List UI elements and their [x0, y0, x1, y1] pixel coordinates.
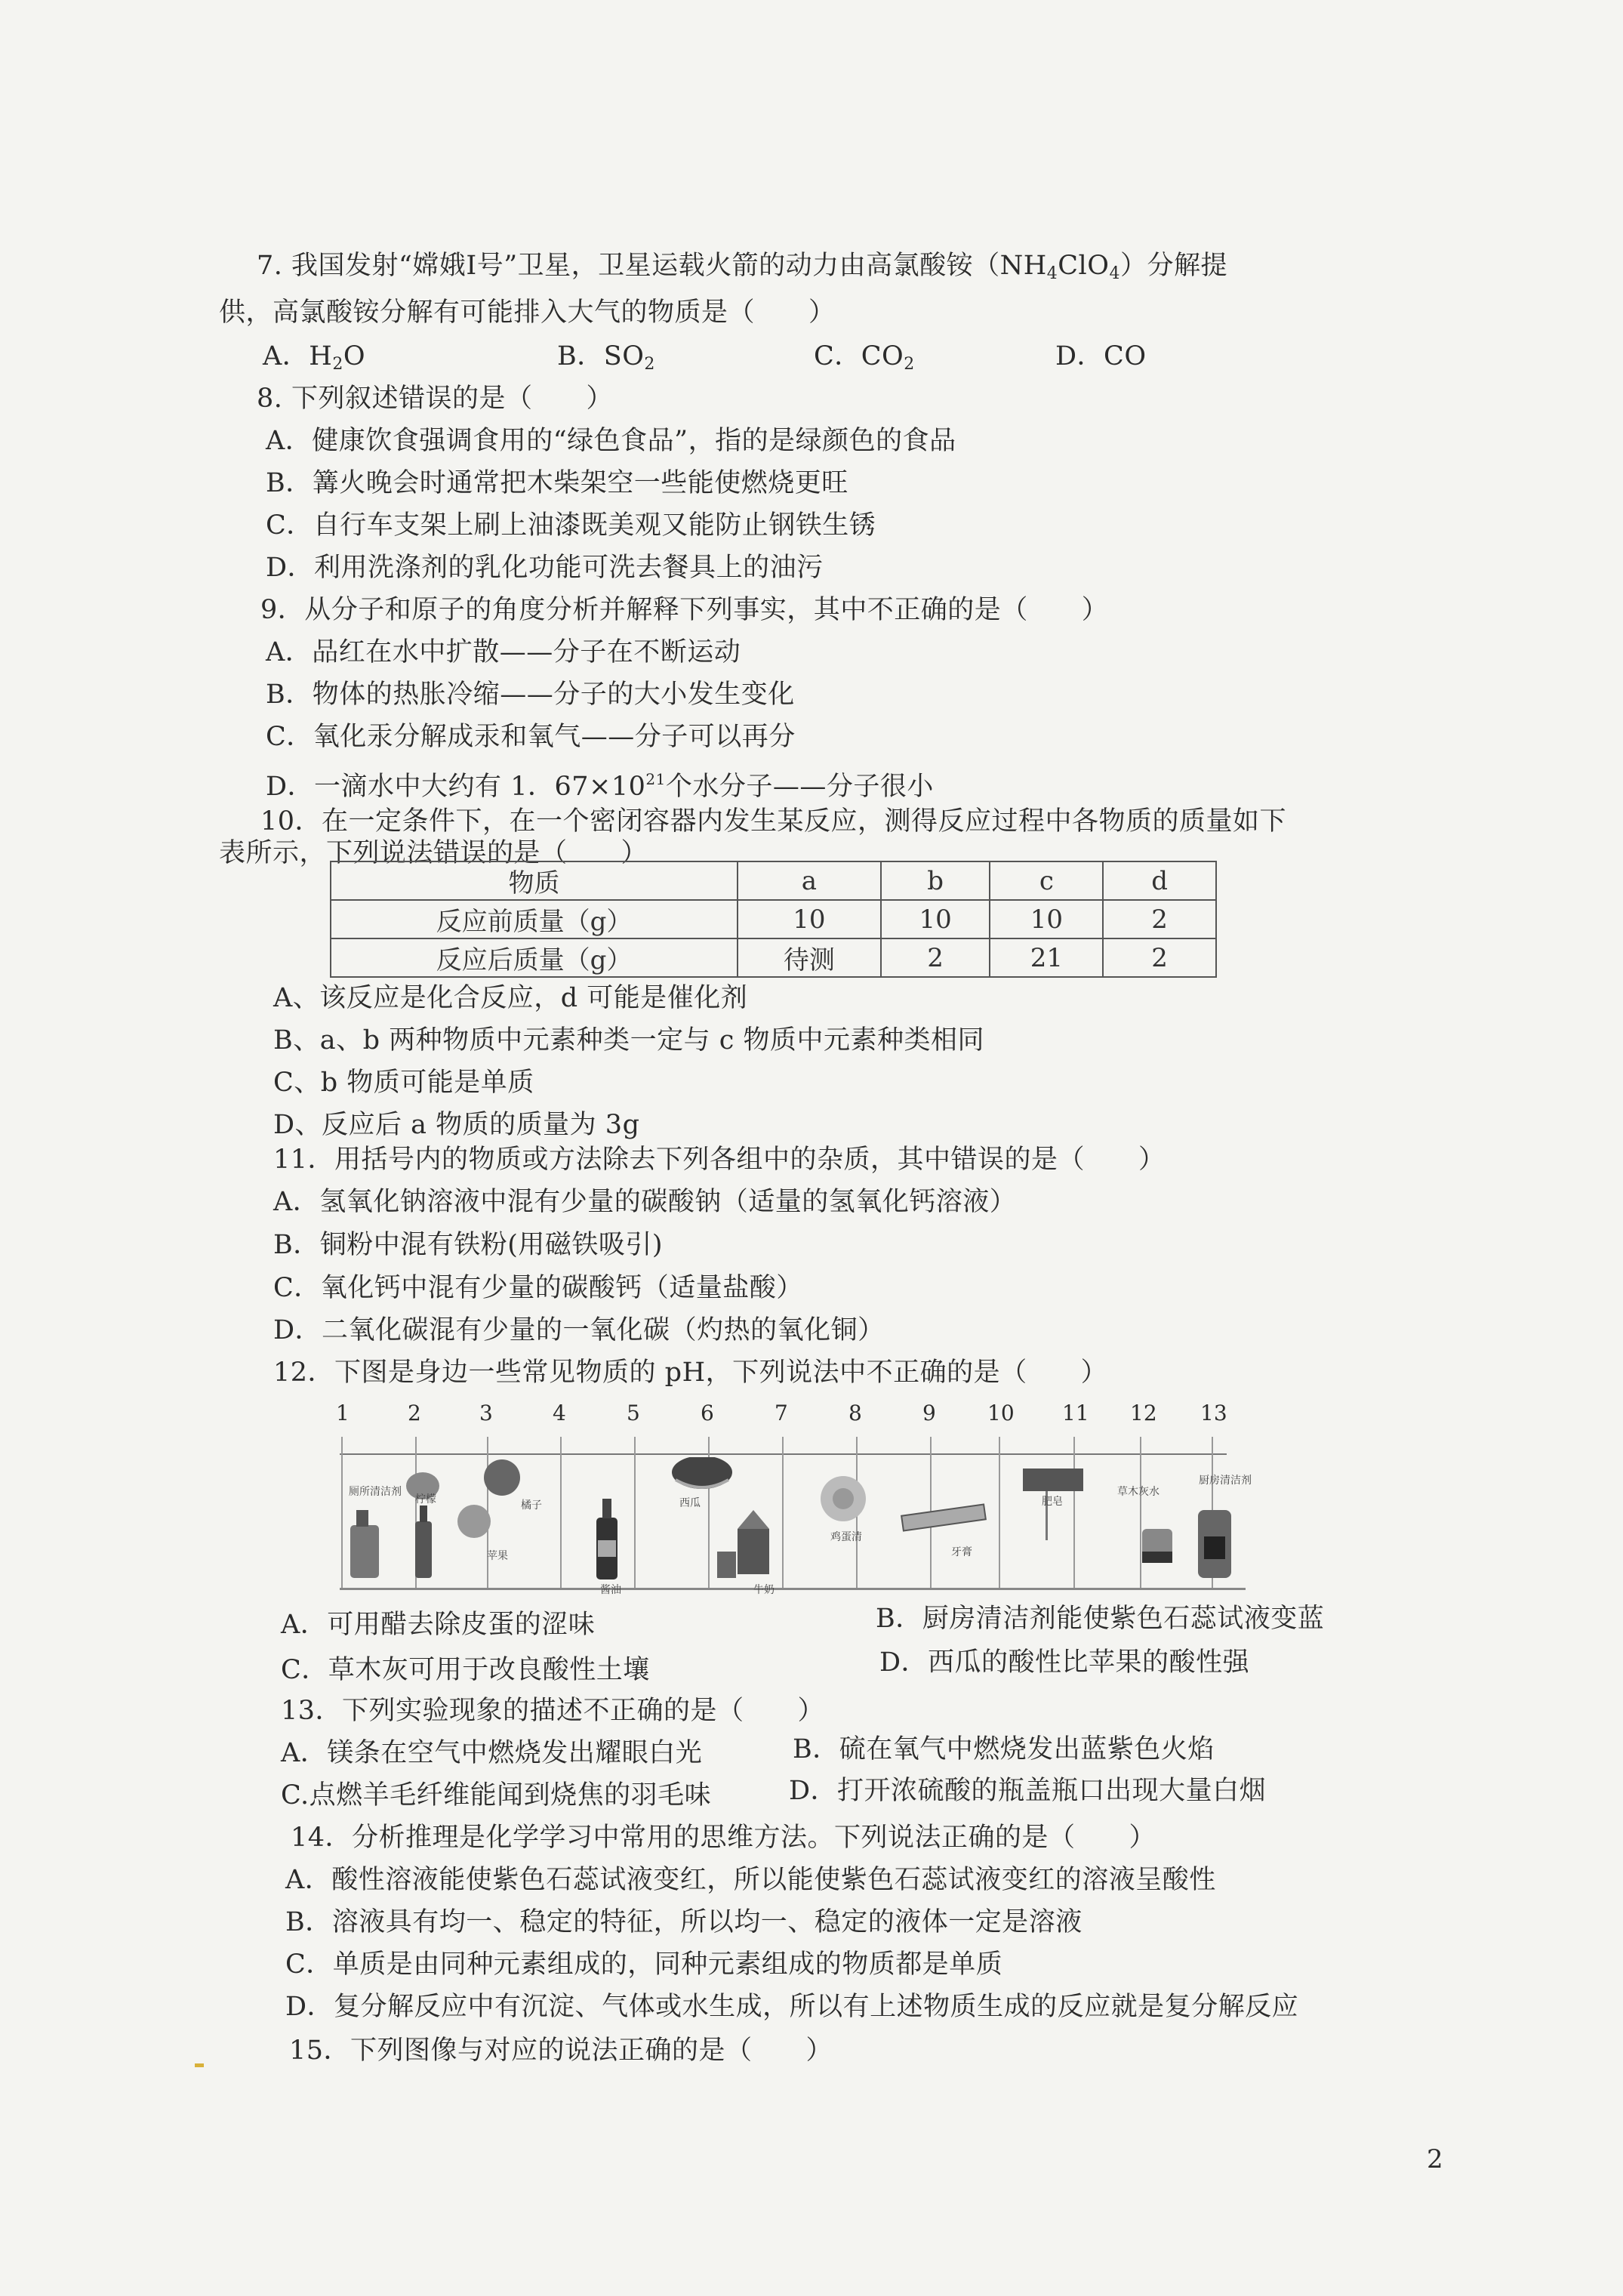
- q7-option-d: D．CO: [1055, 341, 1147, 371]
- q14-option-a: A．酸性溶液能使紫色石蕊试液变红，所以能使紫色石蕊试液变红的溶液呈酸性: [285, 1865, 1216, 1895]
- q8-option-c: C．自行车支架上刷上油漆既美观又能防止钢铁生锈: [266, 510, 876, 541]
- table-cell: 10: [990, 900, 1103, 938]
- ph-tick-label: 5: [627, 1401, 640, 1425]
- ph-item-label: 厕所清洁剂: [349, 1486, 402, 1498]
- ph-item-label: 牛奶: [753, 1584, 775, 1596]
- table-cell: 10: [738, 900, 881, 938]
- q7-option-b: B．$SO_2$: [557, 341, 655, 374]
- q12-option-a: A．可用醋去除皮蛋的涩味: [281, 1610, 596, 1640]
- q11-option-b: B．铜粉中混有铁粉(用磁铁吸引): [273, 1230, 664, 1260]
- ph-tick-label: 13: [1200, 1401, 1227, 1425]
- ph-tick-label: 4: [553, 1401, 566, 1425]
- mass-table: [330, 861, 1217, 978]
- q12-option-d: D．西瓜的酸性比苹果的酸性强: [879, 1647, 1250, 1678]
- q12-stem: 12．下图是身边一些常见物质的 pH，下列说法中不正确的是（ ）: [273, 1358, 1108, 1388]
- ph-items-illustration: [340, 1457, 1246, 1589]
- q14-option-c: C．单质是由同种元素组成的，同种元素组成的物质都是单质: [285, 1949, 1003, 1980]
- q14-option-b: B．溶液具有均一、稳定的特征，所以均一、稳定的液体一定是溶液: [285, 1907, 1083, 1937]
- q14-option-d: D．复分解反应中有沉淀、气体或水生成，所以有上述物质生成的反应就是复分解反应: [285, 1992, 1299, 2022]
- q13-option-d: D．打开浓硫酸的瓶盖瓶口出现大量白烟: [789, 1776, 1267, 1806]
- ph-tick-label: 11: [1062, 1401, 1089, 1425]
- ph-item-label: 鸡蛋清: [830, 1531, 862, 1543]
- q8-option-a: A．健康饮食强调食用的“绿色食品”，指的是绿颜色的食品: [266, 426, 956, 456]
- ph-item-label: 牙膏: [951, 1546, 972, 1558]
- table-cell: 反应前质量（g）: [331, 900, 738, 938]
- ph-tick-label: 12: [1130, 1401, 1157, 1425]
- q8-stem: 8. 下列叙述错误的是（ ）: [257, 384, 614, 414]
- q9-stem: 9．从分子和原子的角度分析并解释下列事实，其中不正确的是（ ）: [260, 595, 1109, 625]
- ph-item-label: 酱油: [600, 1584, 621, 1596]
- ph-tick-label: 1: [336, 1401, 350, 1425]
- q11-stem: 11．用括号内的物质或方法除去下列各组中的杂质，其中错误的是（ ）: [273, 1145, 1166, 1175]
- ph-scale-figure: [325, 1401, 1253, 1597]
- ph-item-label: 西瓜: [679, 1497, 701, 1509]
- q7-option-a: A．$H_2O$: [263, 341, 366, 374]
- table-row: [331, 900, 1216, 938]
- q7-option-c: C．$CO_2$: [814, 341, 915, 374]
- table-cell: 21: [990, 938, 1103, 977]
- q9-option-b: B．物体的热胀冷缩——分子的大小发生变化: [266, 680, 795, 710]
- table-cell: 2: [1103, 938, 1216, 977]
- q8-option-d: D．利用洗涤剂的乳化功能可洗去餐具上的油污: [266, 553, 824, 583]
- q11-option-c: C．氧化钙中混有少量的碳酸钙（适量盐酸）: [273, 1273, 803, 1303]
- ph-tick-label: 6: [701, 1401, 714, 1425]
- q10-line1: 10．在一定条件下，在一个密闭容器内发生某反应，测得反应过程中各物质的质量如下: [260, 806, 1287, 837]
- ph-item-label: 柠檬: [415, 1493, 436, 1505]
- q12-option-b: B．厨房清洁剂能使紫色石蕊试液变蓝: [876, 1604, 1325, 1634]
- q10-option-d: D、反应后 a 物质的质量为 3g: [273, 1110, 640, 1140]
- scan-mark: [195, 2063, 204, 2067]
- table-cell: 反应后质量（g）: [331, 938, 738, 977]
- ph-tick-label: 9: [922, 1401, 936, 1425]
- ph-tick-label: 2: [408, 1401, 421, 1425]
- ph-tick-label: 10: [987, 1401, 1015, 1425]
- ph-item-label: 橘子: [521, 1499, 542, 1512]
- ph-tick-label: 3: [479, 1401, 493, 1425]
- ph-item-label: 草木灰水: [1117, 1486, 1160, 1498]
- q10-option-c: C、b 物质可能是单质: [273, 1068, 534, 1098]
- ph-tick-label: 8: [848, 1401, 862, 1425]
- q10-option-a: A、该反应是化合反应，d 可能是催化剂: [273, 983, 748, 1013]
- table-cell: 10: [881, 900, 990, 938]
- q9-option-a: A．品红在水中扩散——分子在不断运动: [266, 637, 741, 667]
- ph-item-label: 厨房清洁剂: [1199, 1475, 1252, 1487]
- table-header: d: [1103, 861, 1216, 900]
- table-cell: 待测: [738, 938, 881, 977]
- q7-line1: 7. 我国发射“嫦娥Ⅰ号”卫星，卫星运载火箭的动力由高氯酸铵$(NH_4ClO_4)$分解提: [257, 251, 1227, 283]
- q12-option-c: C．草木灰可用于改良酸性土壤: [281, 1655, 650, 1685]
- table-header: b: [881, 861, 990, 900]
- q10-option-b: B、a、b 两种物质中元素种类一定与 c 物质中元素种类相同: [273, 1025, 984, 1056]
- table-header: c: [990, 861, 1103, 900]
- q9-option-c: C．氧化汞分解成汞和氧气——分子可以再分: [266, 722, 796, 752]
- q8-option-b: B．篝火晚会时通常把木柴架空一些能使燃烧更旺: [266, 468, 848, 498]
- table-cell: 2: [1103, 900, 1216, 938]
- q13-option-c: C.点燃羊毛纤维能闻到烧焦的羽毛味: [281, 1780, 712, 1811]
- q7-line2: 供，高氯酸铵分解有可能排入大气的物质是（ ）: [219, 297, 836, 328]
- q13-option-b: B．硫在氧气中燃烧发出蓝紫色火焰: [793, 1734, 1215, 1764]
- table-row: [331, 938, 1216, 977]
- q13-option-a: A．镁条在空气中燃烧发出耀眼白光: [281, 1738, 703, 1768]
- ph-item-label: 苹果: [487, 1550, 508, 1562]
- ph-tick-label: 7: [775, 1401, 788, 1425]
- q11-option-a: A．氢氧化钠溶液中混有少量的碳酸钠（适量的氢氧化钙溶液）: [273, 1187, 1017, 1217]
- q9-option-d: D．一滴水中大约有 1．$67\times 10^{21}$个水分子——分子很小: [266, 770, 934, 802]
- ph-item-label: 肥皂: [1042, 1496, 1063, 1508]
- q10-line2: 表所示，下列说法错误的是（ ）: [219, 838, 648, 868]
- table-header: a: [738, 861, 881, 900]
- q13-stem: 13．下列实验现象的描述不正确的是（ ）: [281, 1696, 825, 1726]
- q15-stem: 15．下列图像与对应的说法正确的是（ ）: [289, 2036, 833, 2066]
- table-header-row: [331, 861, 1216, 900]
- page-number: 2: [1427, 2144, 1443, 2174]
- table-cell: 2: [881, 938, 990, 977]
- q14-stem: 14．分析推理是化学学习中常用的思维方法。下列说法正确的是（ ）: [291, 1823, 1156, 1853]
- table-header: 物质: [331, 861, 738, 900]
- q11-option-d: D．二氧化碳混有少量的一氧化碳（灼热的氧化铜）: [273, 1315, 885, 1345]
